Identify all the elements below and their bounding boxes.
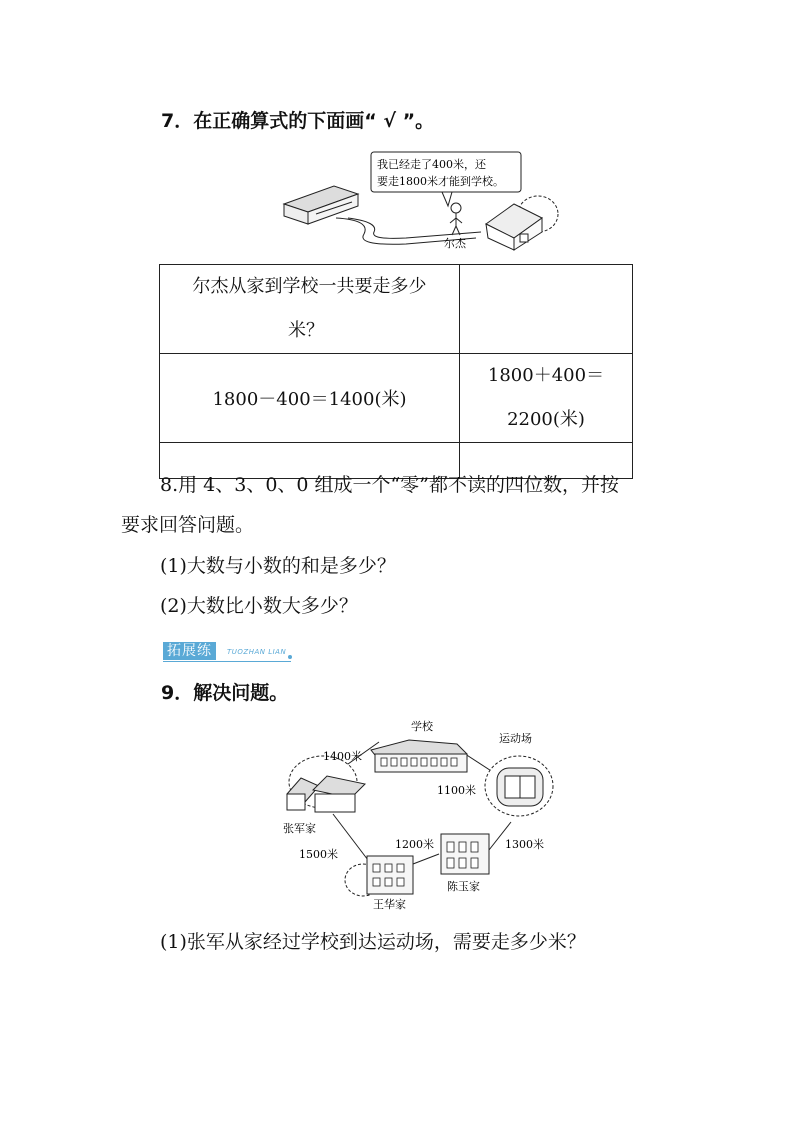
speech-line-2: 要走1800米才能到学校。: [377, 175, 504, 188]
speech-line-1: 我已经走了400米，还: [377, 158, 486, 171]
stadium-icon: [485, 756, 553, 816]
distance-zj-wh: 1500米: [299, 848, 338, 861]
q8-sub-1: (1)大数与小数的和是多少？: [160, 555, 396, 577]
option-b-cell: [460, 354, 633, 443]
distance-cy-stadium: 1300米: [505, 838, 544, 851]
person-icon: [450, 203, 462, 235]
option-a-text: 1800－400＝1400(米): [212, 389, 407, 410]
badge-dot-icon: [288, 655, 292, 659]
school-icon: [371, 740, 467, 772]
distance-wh-cy: 1200米: [395, 838, 434, 851]
question-cell: [160, 265, 460, 354]
q9-map: [279, 714, 564, 914]
q9-title: 9．解决问题。: [161, 682, 289, 704]
section-badge: [163, 642, 291, 662]
section-badge-sub: TUOZHAN LIAN: [227, 648, 287, 656]
person-label: 尔杰: [444, 237, 466, 250]
q7-answer-table: [159, 264, 633, 479]
blank-cell: [460, 265, 633, 354]
zhangjun-home-label: 张军家: [283, 822, 316, 835]
stadium-label: 运动场: [499, 732, 532, 745]
zhangjun-home-icon: [287, 756, 365, 812]
option-b-line-2: 2200(米): [507, 409, 585, 430]
q8-sub-2: (2)大数比小数大多少？: [160, 595, 358, 617]
option-a-cell: [160, 354, 460, 443]
question-line-1: 尔杰从家到学校一共要走多少: [192, 276, 427, 297]
q7-illustration: [276, 146, 566, 256]
q7-title: 7．在正确算式的下面画“ √ ”。: [161, 110, 435, 132]
option-b-line-1: 1800＋400＝: [487, 365, 605, 386]
distance-school-stadium: 1100米: [437, 784, 476, 797]
section-badge-label: 拓展练: [163, 642, 216, 660]
question-line-2: 米？: [288, 320, 324, 341]
chenyu-home-icon: [441, 834, 489, 874]
school-label: 学校: [411, 720, 433, 733]
q9-sub-1: (1)张军从家经过学校到达运动场，需要走多少米？: [160, 931, 586, 953]
wanghua-home-label: 王华家: [373, 898, 406, 911]
school-building-icon: [284, 186, 358, 224]
chenyu-home-label: 陈玉家: [447, 880, 480, 893]
wanghua-home-icon: [345, 856, 413, 896]
house-icon: [486, 196, 558, 250]
q8-line-2: 要求回答问题。: [121, 514, 255, 536]
q8-line-1: 8.用 4、3、0、0 组成一个“零”都不读的四位数，并按: [160, 474, 619, 496]
distance-zj-school: 1400米: [323, 750, 362, 763]
